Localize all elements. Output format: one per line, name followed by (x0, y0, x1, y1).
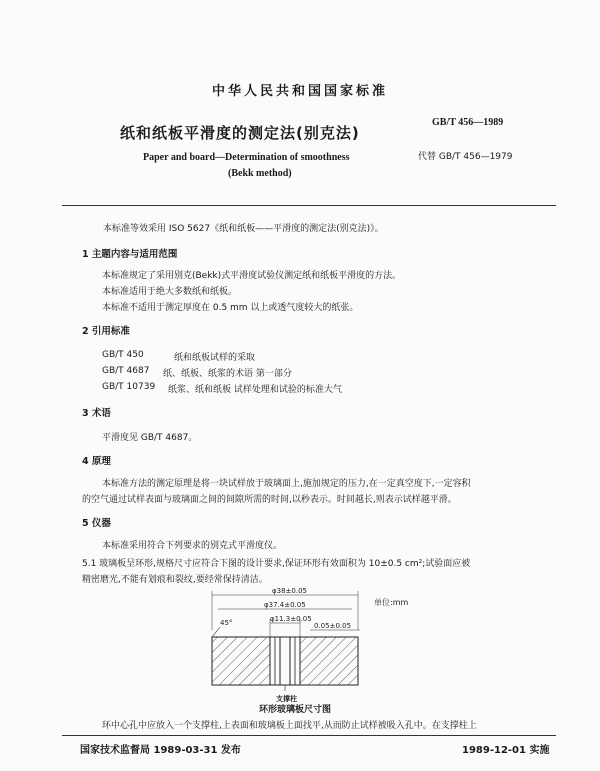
section-1-line-2: 本标准适用于绝大多数纸和纸板。 (102, 287, 238, 297)
support-column (280, 637, 290, 685)
section-3-line: 平滑度见 GB/T 4687。 (102, 433, 198, 443)
intro-text: 本标准等效采用 ISO 5627《纸和纸板——平滑度的测定法(别克法)》。 (103, 224, 384, 234)
figure-caption: 环形玻璃板尺寸图 (259, 705, 332, 715)
ref-title-3: 纸浆、纸和纸板 试样处理和试验的标准大气 (168, 385, 342, 395)
section-3-heading: 3 术语 (82, 408, 111, 419)
glass-plate-right (300, 637, 358, 685)
standard-number: GB/T 456—1989 (432, 117, 504, 128)
section-5-1-line-2: 精密磨光,不能有划痕和裂纹,要经常保持清洁。 (82, 575, 268, 585)
ref-code-1: GB/T 450 (102, 350, 144, 360)
glass-plate-left (212, 637, 270, 685)
label-unit: 单位:mm (374, 598, 409, 607)
label-outer: φ38±0.05 (272, 587, 307, 595)
section-4-line-1: 本标准方法的测定原理是将一块试样放于玻璃面上,施加规定的压力,在一定真空度下,一定容积 (102, 479, 471, 489)
issue-date: 国家技术监督局 1989-03-31 发布 (80, 745, 241, 756)
label-middle: φ37.4±0.05 (264, 601, 306, 609)
document-title-en: Paper and board—Determination of smoothness (143, 152, 350, 163)
national-standard-heading: 中华人民共和国国家标准 (211, 84, 388, 99)
ref-code-3: GB/T 10739 (102, 382, 156, 392)
replaces-standard: 代替 GB/T 456—1979 (418, 152, 513, 162)
method-subtitle-en: (Bekk method) (228, 168, 292, 179)
section-1-line-1: 本标准规定了采用别克(Bekk)式平滑度试验仪测定纸和纸板平滑度的方法。 (102, 271, 402, 281)
label-support: 支撑柱 (276, 695, 297, 703)
section-5-1-line-1: 5.1 玻璃板呈环形,规格尺寸应符合下图的设计要求,保证环形有效面积为 10±0.5 cm²;试验面应被 (82, 559, 471, 569)
section-1-line-3: 本标准不适用于测定厚度在 0.5 mm 以上或透气度较大的纸张。 (102, 303, 359, 313)
glass-plate-diagram (200, 585, 440, 705)
ref-code-2: GB/T 4687 (102, 366, 150, 376)
implementation-date: 1989-12-01 实施 (462, 745, 550, 756)
label-angle: 45° (220, 619, 233, 627)
header-divider (62, 205, 556, 206)
section-2-heading: 2 引用标准 (82, 326, 130, 337)
ref-title-1: 纸和纸板试样的采取 (174, 353, 256, 363)
ref-title-2: 纸、纸板、纸浆的术语 第一部分 (163, 369, 292, 379)
label-inner: φ11.3±0.05 (270, 615, 312, 623)
section-4-heading: 4 原理 (82, 456, 111, 467)
footer-divider (62, 735, 556, 736)
section-4-line-2: 的空气通过试样表面与玻璃面之间的间隙所需的时间,以秒表示。时间越长,则表示试样越平滑。 (82, 495, 457, 505)
section-5-line: 本标准采用符合下列要求的别克式平滑度仪。 (102, 541, 283, 551)
continuation-text: 环中心孔中应放入一个支撑柱,上表面和玻璃板上面找平,从而防止试样被吸入孔中。在支撑柱上 (102, 721, 477, 731)
section-1-heading: 1 主题内容与适用范围 (82, 249, 178, 260)
document-title-cn: 纸和纸板平滑度的测定法(别克法) (120, 124, 360, 142)
angle-marker (212, 627, 220, 637)
label-step: 0.05±0.05 (314, 622, 352, 630)
section-5-heading: 5 仪器 (82, 518, 111, 529)
